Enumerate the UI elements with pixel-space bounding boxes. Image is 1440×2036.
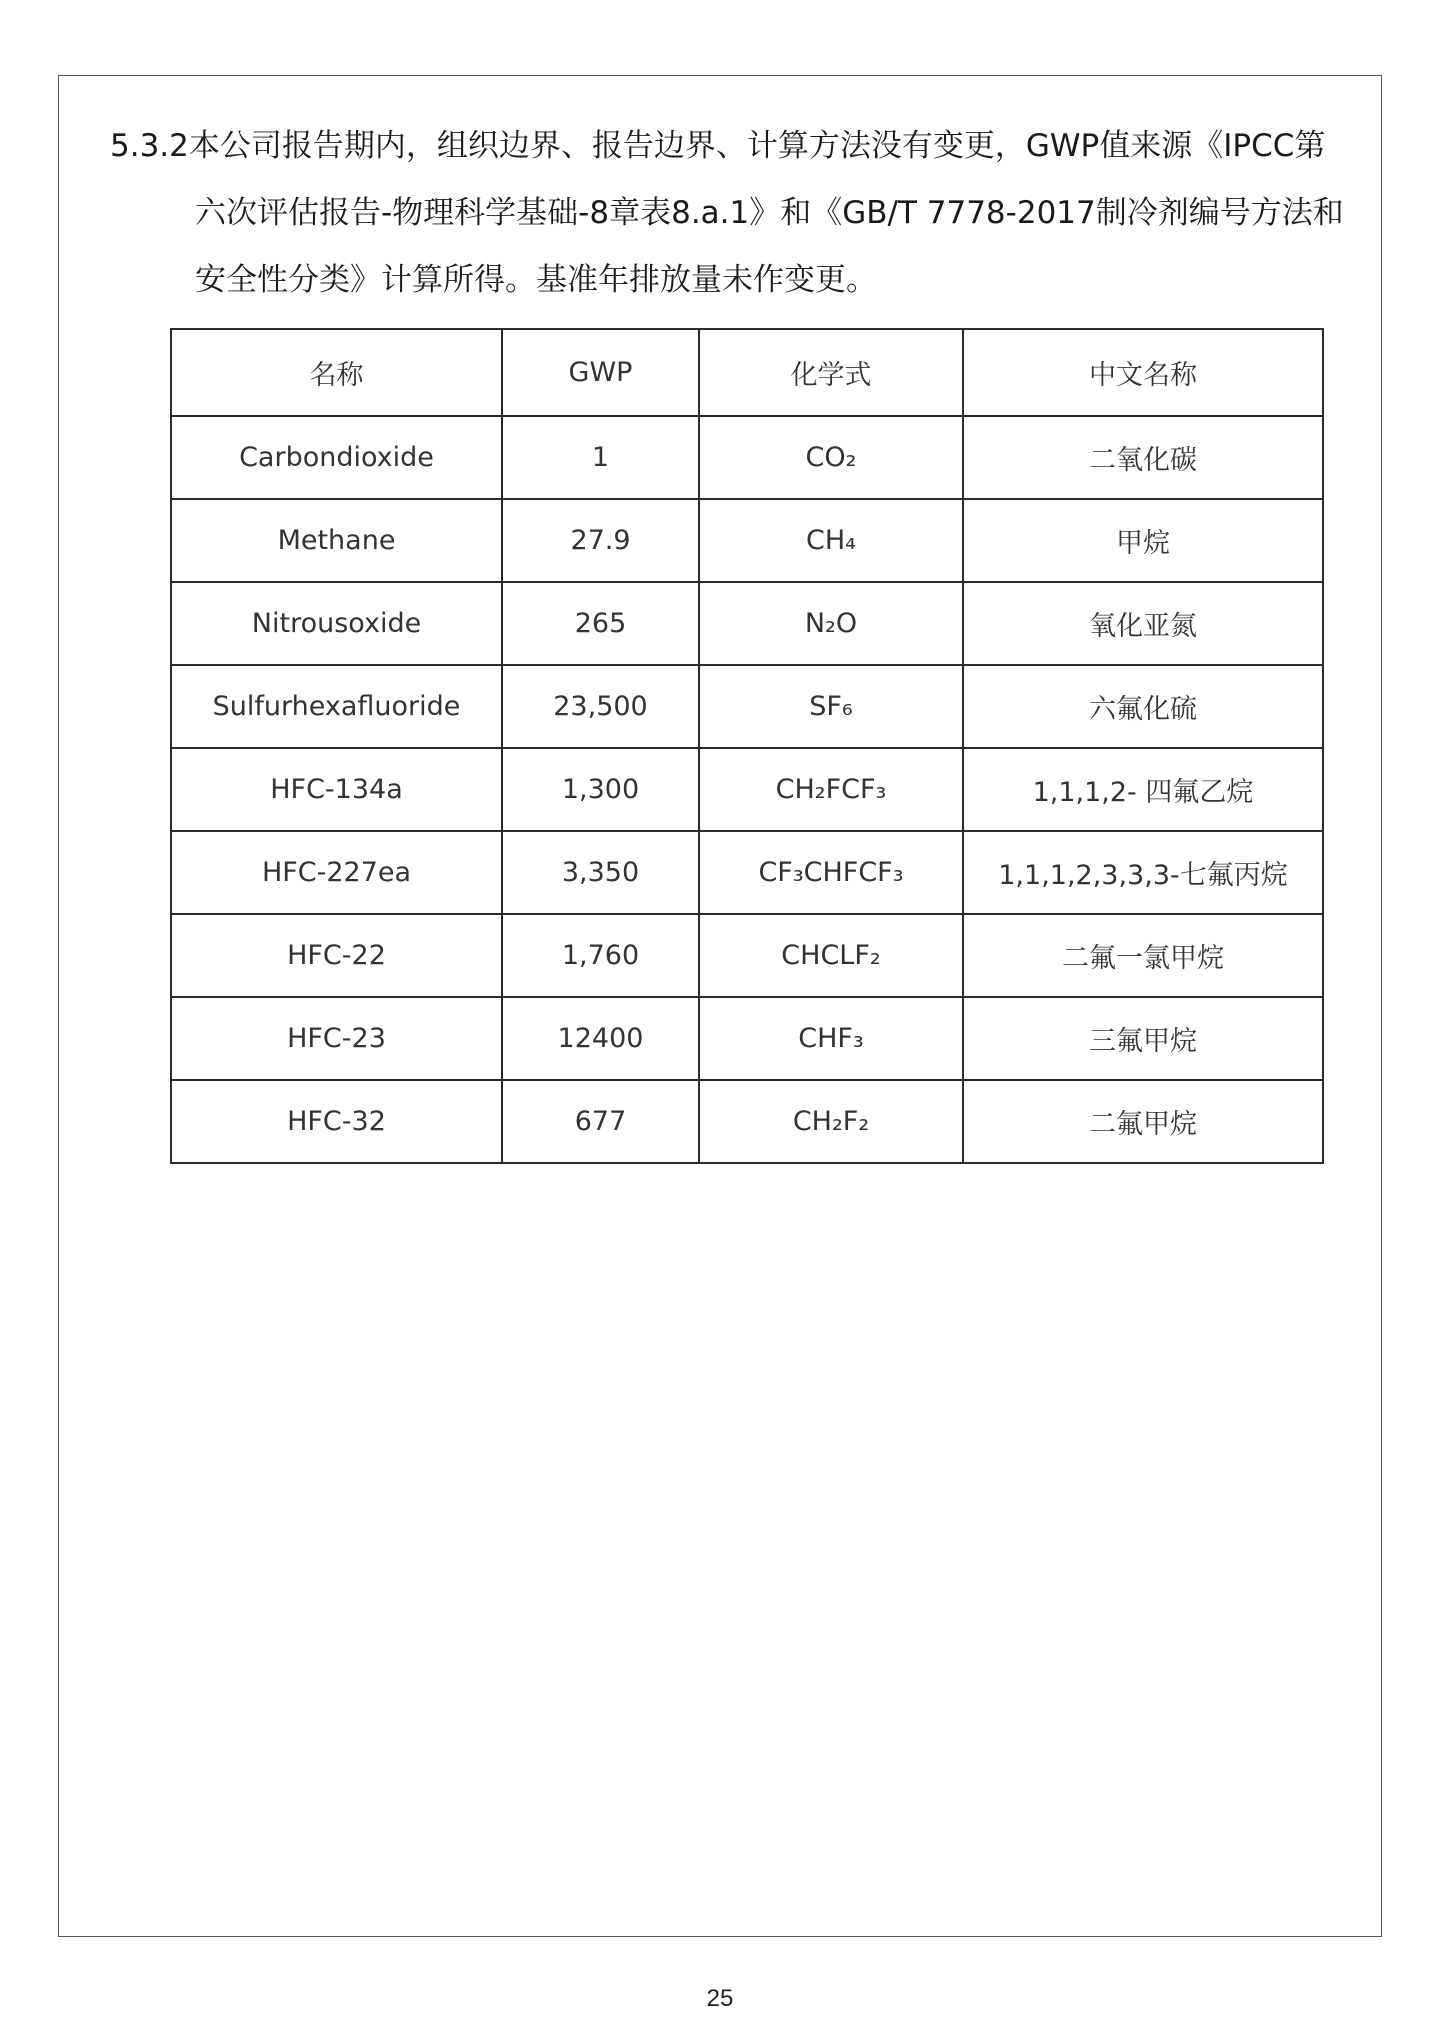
cell-chinese-name: 氧化亚氮 [963, 582, 1323, 665]
cell-chinese-name: 二氟甲烷 [963, 1080, 1323, 1163]
cell-gwp: 23,500 [502, 665, 699, 748]
cell-chinese-name: 二氧化碳 [963, 416, 1323, 499]
table-row [171, 1080, 1323, 1163]
header-gwp: GWP [502, 329, 699, 416]
cell-formula: CH₄ [699, 499, 963, 582]
table-header-row [171, 329, 1323, 416]
cell-chinese-name: 1,1,1,2- 四氟乙烷 [963, 748, 1323, 831]
cell-gwp: 27.9 [502, 499, 699, 582]
cell-name: Nitrousoxide [171, 582, 502, 665]
page-number: 25 [706, 1985, 734, 2012]
paragraph-line-3: 安全性分类》计算所得。基准年排放量未作变更。 [195, 262, 877, 298]
table-row [171, 499, 1323, 582]
cell-formula: SF₆ [699, 665, 963, 748]
header-name: 名称 [171, 329, 502, 416]
section-paragraph [110, 113, 1380, 314]
cell-gwp: 1,300 [502, 748, 699, 831]
table-row [171, 831, 1323, 914]
header-formula: 化学式 [699, 329, 963, 416]
cell-name: Carbondioxide [171, 416, 502, 499]
cell-name: HFC-23 [171, 997, 502, 1080]
cell-formula: CF₃CHFCF₃ [699, 831, 963, 914]
cell-formula: CHF₃ [699, 997, 963, 1080]
paragraph-line-2: 六次评估报告-物理科学基础-8章表8.a.1》和《GB/T 7778-2017制冷剂编号方法和 [195, 195, 1344, 231]
table-row [171, 914, 1323, 997]
gwp-table [170, 328, 1324, 1164]
cell-formula: CHCLF₂ [699, 914, 963, 997]
cell-gwp: 1 [502, 416, 699, 499]
cell-chinese-name: 二氟一氯甲烷 [963, 914, 1323, 997]
cell-name: Methane [171, 499, 502, 582]
cell-gwp: 1,760 [502, 914, 699, 997]
header-chinese-name: 中文名称 [963, 329, 1323, 416]
table-row [171, 665, 1323, 748]
cell-formula: CH₂FCF₃ [699, 748, 963, 831]
cell-gwp: 3,350 [502, 831, 699, 914]
cell-name: HFC-32 [171, 1080, 502, 1163]
cell-chinese-name: 甲烷 [963, 499, 1323, 582]
table-row [171, 582, 1323, 665]
cell-chinese-name: 1,1,1,2,3,3,3-七氟丙烷 [963, 831, 1323, 914]
cell-chinese-name: 三氟甲烷 [963, 997, 1323, 1080]
cell-formula: CO₂ [699, 416, 963, 499]
table-row [171, 997, 1323, 1080]
cell-name: HFC-227ea [171, 831, 502, 914]
cell-name: HFC-134a [171, 748, 502, 831]
cell-gwp: 265 [502, 582, 699, 665]
cell-chinese-name: 六氟化硫 [963, 665, 1323, 748]
cell-formula: N₂O [699, 582, 963, 665]
cell-gwp: 12400 [502, 997, 699, 1080]
cell-formula: CH₂F₂ [699, 1080, 963, 1163]
cell-gwp: 677 [502, 1080, 699, 1163]
paragraph-line-1: 5.3.2本公司报告期内，组织边界、报告边界、计算方法没有变更，GWP值来源《IPCC第 [110, 128, 1326, 164]
cell-name: HFC-22 [171, 914, 502, 997]
table-row [171, 748, 1323, 831]
cell-name: Sulfurhexafluoride [171, 665, 502, 748]
table-row [171, 416, 1323, 499]
